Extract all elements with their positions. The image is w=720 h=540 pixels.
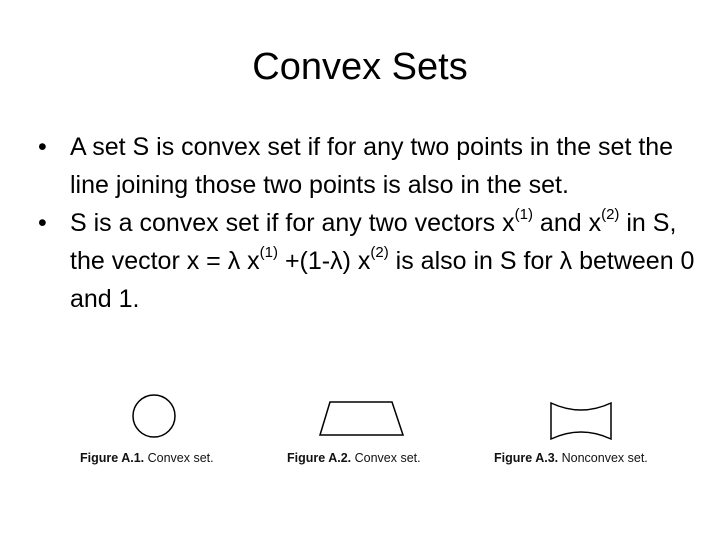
bullet-text-part: and x: [532, 209, 602, 237]
bullet-text-part: is also in S for λ between 0 and 1.: [70, 247, 695, 313]
figure-label: Figure A.2.: [287, 451, 352, 465]
figure-label: Figure A.3.: [494, 451, 559, 465]
bullet-list: [36, 128, 696, 318]
figure-caption-text: Nonconvex set.: [561, 451, 648, 465]
bullet-marker: •: [38, 133, 47, 161]
bullet-text-part: in S, the vector x = λ x: [70, 209, 677, 275]
bullet-text-part: S is a convex set if for any two vectors x: [70, 209, 515, 237]
figure-label: Figure A.1.: [80, 451, 145, 465]
slide-title: Convex Sets: [252, 46, 468, 88]
bullet-text-part: +(1-λ) x: [278, 247, 371, 275]
figure-row: [0, 390, 720, 480]
bullet-item-convex-definition: [36, 128, 696, 204]
figure-a2-caption: [287, 450, 421, 466]
convex-circle-figure: [131, 393, 177, 439]
bullet-item-vector-definition: [36, 204, 696, 318]
nonconvex-concave-figure: [548, 400, 614, 442]
figure-a3-caption: [494, 450, 648, 466]
figure-caption-text: Convex set.: [147, 451, 214, 465]
superscript: (2): [601, 205, 620, 223]
figure-caption-text: Convex set.: [354, 451, 421, 465]
superscript: (1): [514, 205, 533, 223]
bullet-text: A set S is convex set if for any two points in the set the line joining those two points is also in the set.: [70, 133, 674, 199]
convex-trapezoid-figure: [318, 400, 406, 438]
superscript: (2): [370, 243, 389, 261]
bullet-marker: •: [38, 209, 47, 237]
superscript: (1): [259, 243, 279, 261]
figure-a1-caption: [80, 450, 214, 466]
